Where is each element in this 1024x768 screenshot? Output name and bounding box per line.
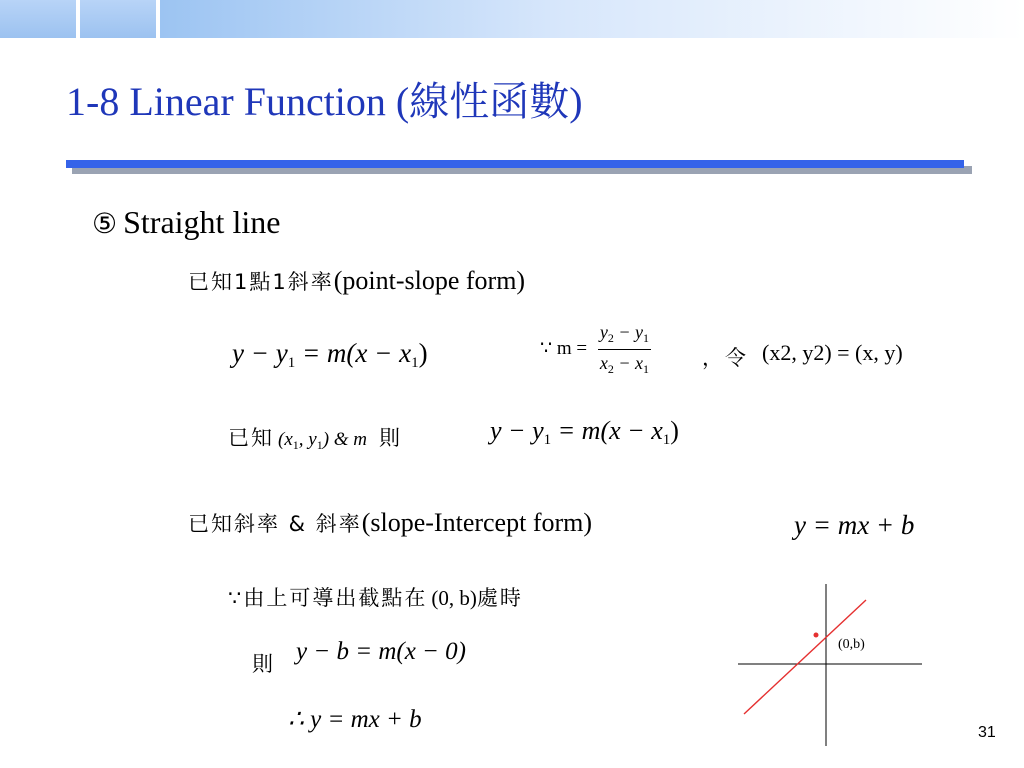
point-slope-formula: $y - y_1 = m(x - x_1)$	[232, 338, 428, 371]
let-text: ，令	[702, 346, 748, 370]
intercept-line	[228, 582, 523, 612]
header-decoration	[0, 0, 1024, 38]
bullet-straight-line	[92, 204, 280, 241]
slope-fraction	[598, 322, 651, 377]
then-cjk-2: 則	[252, 652, 275, 676]
straight-line	[744, 600, 866, 714]
then-cjk-1: 則	[379, 426, 403, 450]
slope-intercept-formula: y = mx + b	[794, 510, 915, 540]
intercept-dot	[814, 633, 819, 638]
then-formula: y − b = m(x − 0)	[296, 638, 467, 665]
title-rule	[66, 160, 964, 168]
ps-rhs: = m(x − x	[301, 338, 412, 368]
because-text: ∵由上可導出截點在	[228, 586, 428, 610]
slope-numerator: $y_2 - y_1$	[598, 322, 651, 350]
header-gradient-bar	[160, 0, 1024, 38]
bullet-marker: ⑤	[92, 209, 118, 240]
point-slope-result: $y - y_1 = m(x - x_1)$	[490, 416, 679, 448]
slope-definition	[540, 322, 651, 377]
bullet-text: Straight line	[123, 204, 281, 240]
header-block-2	[80, 0, 156, 38]
let-clause	[702, 342, 748, 372]
slope-intercept-cjk: 已知斜率 & 斜率	[188, 512, 362, 536]
slope-intercept-heading	[188, 508, 592, 538]
line-graph	[730, 580, 930, 750]
therefore-formula: ∴ y = mx + b	[288, 706, 422, 733]
given-line: 已知 ($x_1$, $y_1$) & m 則	[228, 426, 403, 452]
point-slope-cjk: 已知1點1斜率	[188, 270, 334, 294]
point-slope-heading	[188, 266, 525, 296]
slope-intercept-heading-text: (slope-Intercept form)	[361, 508, 593, 537]
ps-lhs: y − y	[232, 338, 288, 368]
because-tail: 處時	[476, 586, 523, 610]
let-formula: (x2, y2) = (x, y)	[762, 340, 903, 365]
point-slope-heading-text: (point-slope form)	[333, 266, 526, 295]
intercept-label: (0,b)	[838, 637, 865, 652]
given-cjk: 已知	[228, 426, 274, 450]
intercept-point: (0, b)	[431, 586, 477, 610]
page-number: 31	[978, 724, 996, 741]
header-block-1	[0, 0, 76, 38]
slide-title: 1-8 Linear Function (線性函數)	[66, 79, 583, 124]
then-cjk-2-wrap	[252, 648, 275, 678]
because-m: ∵ m =	[540, 337, 588, 359]
slope-denominator: $x_2 - x_1$	[599, 353, 649, 376]
